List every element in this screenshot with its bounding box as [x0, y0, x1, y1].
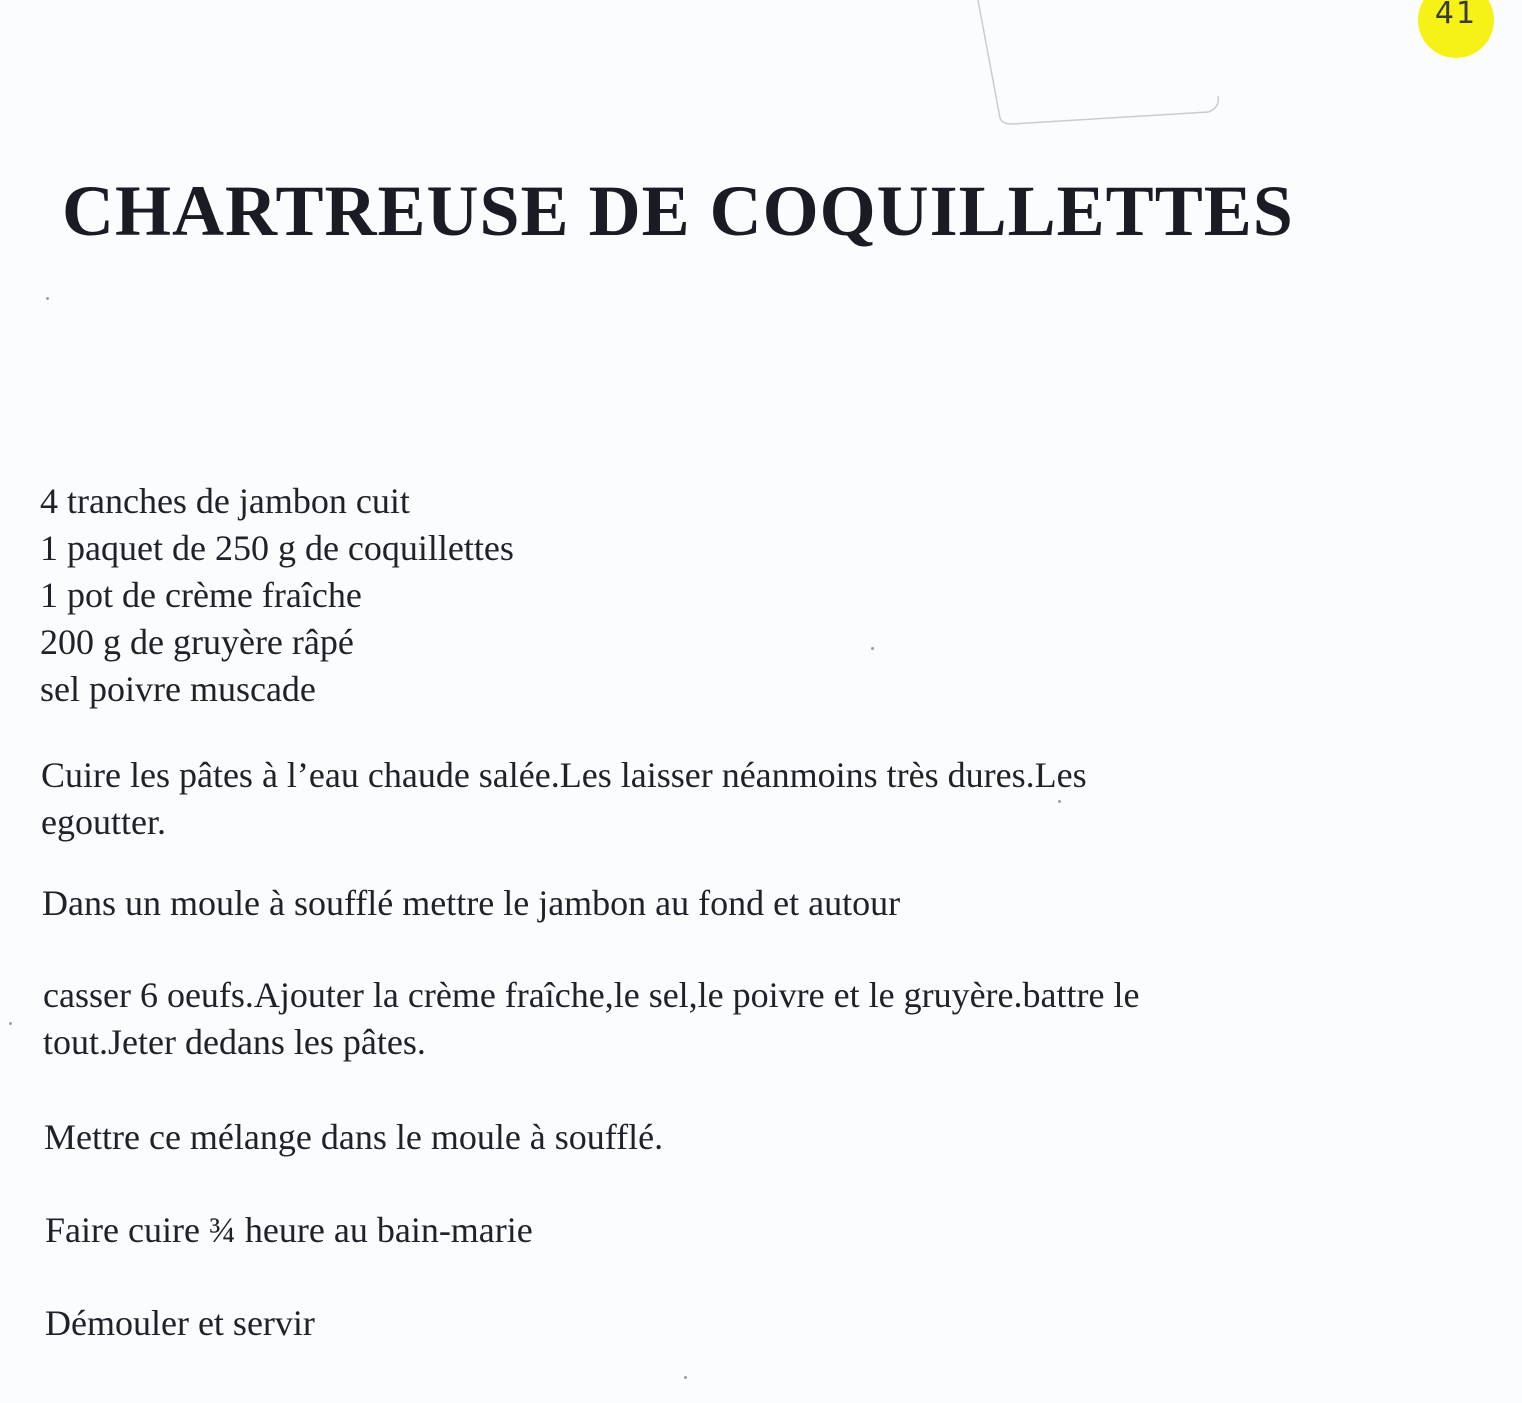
- instruction-line: tout.Jeter dedans les pâtes.: [43, 1022, 426, 1062]
- page-number-text: 41: [1434, 0, 1478, 31]
- scan-speck: [9, 1022, 12, 1025]
- instruction-line: Mettre ce mélange dans le moule à soufflé.: [44, 1117, 664, 1157]
- ingredient-item: 200 g de gruyère râpé: [40, 622, 354, 662]
- ingredient-item: 4 tranches de jambon cuit: [40, 481, 410, 521]
- instruction-line: Démouler et servir: [45, 1303, 315, 1343]
- recipe-title: CHARTREUSE DE COQUILLETTES: [62, 171, 1294, 251]
- ingredients-list: [40, 478, 514, 713]
- instruction-line: casser 6 oeufs.Ajouter la crème fraîche,le sel,le poivre et le gruyère.battre le: [43, 975, 1140, 1015]
- instruction-step-4: [44, 1114, 663, 1161]
- instruction-step-5: [45, 1207, 533, 1254]
- instruction-step-1: [41, 752, 1087, 846]
- scan-speck: [1058, 800, 1061, 803]
- scan-speck: [46, 297, 49, 300]
- scan-speck: [871, 647, 874, 650]
- ingredient-item: sel poivre muscade: [40, 669, 316, 709]
- instruction-step-6: [45, 1300, 315, 1347]
- instruction-line: egoutter.: [41, 802, 166, 842]
- instruction-step-2: [42, 880, 900, 927]
- instruction-line: Dans un moule à soufflé mettre le jambon au fond et autour: [42, 883, 901, 923]
- ingredient-item: 1 pot de crème fraîche: [40, 575, 362, 615]
- ingredient-item: 1 paquet de 250 g de coquillettes: [40, 528, 514, 568]
- instruction-line: Faire cuire ¾ heure au bain-marie: [45, 1210, 533, 1250]
- instruction-step-3: [43, 972, 1139, 1066]
- paper-flap-outline: [0, 0, 1522, 140]
- instruction-line: Cuire les pâtes à l’eau chaude salée.Les laisser néanmoins très dures.Les: [41, 755, 1087, 795]
- scan-speck: [684, 1376, 687, 1379]
